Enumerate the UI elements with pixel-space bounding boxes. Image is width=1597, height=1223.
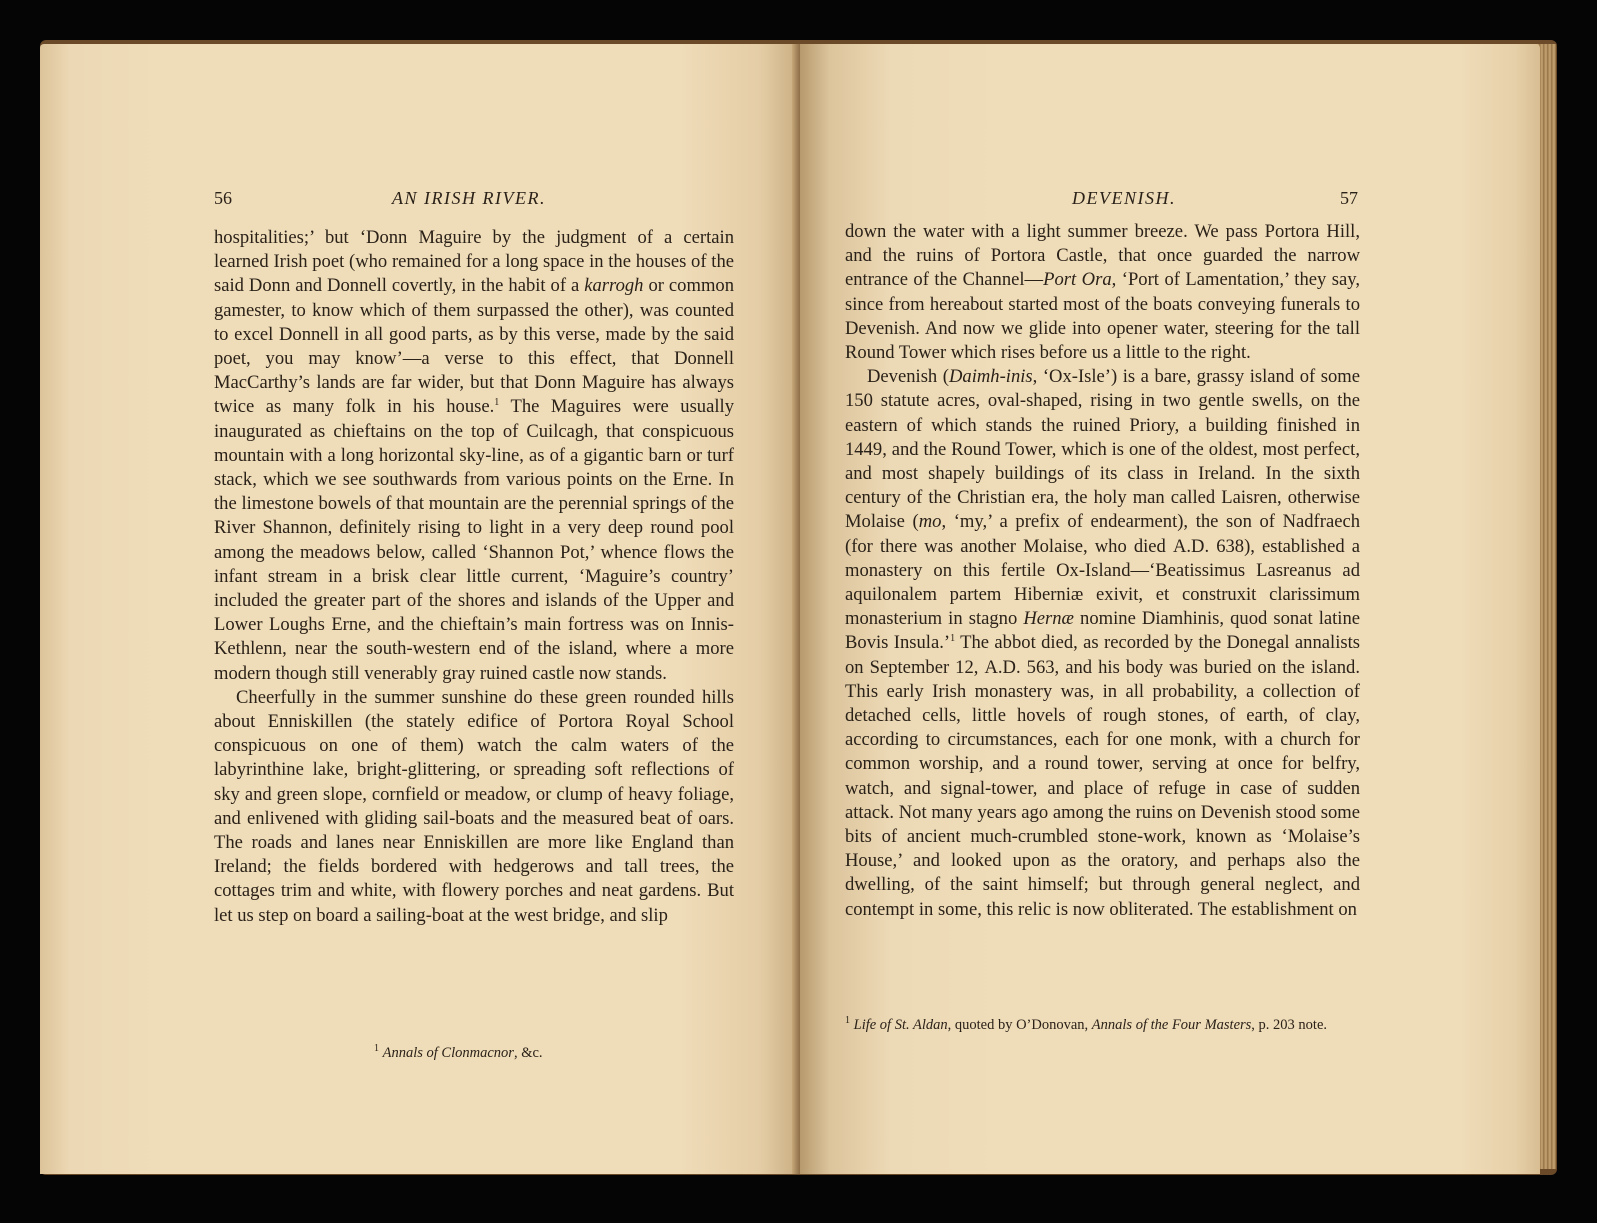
text-run: The abbot died, as recorded by the Donegal annalists on September 12,: [845, 632, 1360, 678]
footnote-number: 1: [374, 1043, 379, 1055]
right-footnote: [845, 1014, 1360, 1036]
text-run: The Maguires were usually inaugurated as chieftains on the top of Cuilcagh, that conspicuous mountain with a long horizontal sky-line, as of a gigantic barn or turf stack, which we see southwards from various points on the Erne. In the limestone bowels of that mountain are the perennial springs of the River Shannon, definitely rising to light in a very deep round pool among the meadows below, called ‘Shannon Pot,’ whence flows the infant stream in a brisk clear little current, ‘Maguire’s country’ included the greater part of the shores and islands of the Upper and Lower Loughs Erne, and the chieftain’s main fortress was on Innis-Kethlenn, near the south-western end of the island, where a more modern though still venerably gray ruined castle now stands.: [214, 396, 734, 684]
paragraph: [214, 226, 734, 686]
text-run: , ‘my,’ a prefix of endearment), the son of Nadfraech (for there was another Molaise, who died: [845, 511, 1360, 557]
text-run: 638), established a monastery on this fertile Ox-Island—‘Beatissimus Lasreanus ad aquilonalem partem Hiberniæ exivit, et construxit clarissimum monasterium in stagno: [845, 535, 1360, 630]
text-run: hospitalities;’ but ‘Donn Maguire by the judgment of a certain learned Irish poet (who remained for a long space in the houses of the said Donn and Donnell covertly, in the habit of a: [214, 227, 734, 297]
text-run: down the water with a light summer breeze. We pass Portora Hill, and the ruins of Portora Castle, that once guarded the narrow entrance of the Channel—: [845, 221, 1360, 291]
italic-text: mo: [918, 511, 942, 533]
italic-text: Annals of Clonmacnor: [382, 1045, 514, 1061]
italic-text: Hernæ: [1023, 608, 1074, 630]
paragraph: [214, 686, 734, 928]
italic-text: karrogh: [584, 275, 644, 297]
right-page: [800, 44, 1540, 1174]
left-footnote: [374, 1042, 543, 1064]
footnote-number: 1: [845, 1015, 850, 1027]
left-page-number: 56: [214, 188, 232, 208]
text-run: Cheerfully in the summer sunshine do these green rounded hills about Enniskillen (the stately edifice of Portora Royal School conspicuous on one of them) watch the calm waters of the labyrinthine lake, bright-glittering, or spreading soft reflections of sky and green slope, cornfield or meadow, or clump of heavy foliage, and enlivened with gliding sail-boats and the measured beat of oars. The roads and lanes near Enniskillen are more like England than Ireland; the fields bordered with hedgerows and tall trees, the cottages trim and white, with flowery porches and neat gardens. But let us step on board a sailing-boat at the west bridge, and slip: [214, 686, 734, 926]
text-run: or common gamester, to know which of them surpassed the other), was counted to excel Donnell in all good parts, as by this verse, made by the said poet, you may know’—a verse to this effect, that Donnell MacCarthy’s lands are far wider, but that Donn Maguire has always twice as many folk in his house.: [214, 275, 734, 418]
italic-text: Annals of the Four Masters: [1091, 1017, 1252, 1033]
italic-text: Life of St. Aldan: [853, 1017, 948, 1033]
small-caps-text: A.D.: [984, 656, 1021, 678]
right-body-text: [845, 220, 1360, 922]
text-run: Devenish (: [867, 366, 949, 388]
footnote-mark: 1: [494, 397, 500, 409]
text-run: nomine Diamhinis, quod sonat latine Bovis Insula.’: [845, 608, 1360, 654]
text-run: , &c.: [513, 1045, 543, 1061]
paragraph: [845, 365, 1360, 922]
text-run: , ‘Ox-Isle’) is a bare, grassy island of some 150 statute acres, oval-shaped, rising in two gentle swells, on the eastern of which stands the ruined Priory, a building finished in 1449, and the Round Tower, which is one of the oldest, most perfect, and most shapely buildings of its class in Ireland. In the sixth century of the Christian era, the holy man called Laisren, otherwise Molaise (: [845, 366, 1360, 533]
small-caps-text: A.D.: [1172, 535, 1210, 557]
text-run: , quoted by O’Donovan,: [947, 1017, 1092, 1033]
right-running-head: DEVENISH.: [1072, 188, 1176, 208]
left-body-text: [214, 226, 734, 928]
text-run: , ‘Port of Lamentation,’ they say, since from hereabout started most of the boats conveying funerals to Devenish. And now we glide into opener water, steering for the tall Round Tower which rises before us a little to the right.: [845, 269, 1361, 364]
right-page-number: 57: [1340, 188, 1358, 208]
italic-text: Port Ora: [1043, 269, 1112, 291]
footnote-mark: 1: [950, 633, 956, 645]
left-running-head: AN IRISH RIVER.: [392, 188, 546, 208]
italic-text: Daimh-inis: [948, 366, 1033, 388]
text-run: 563, and his body was buried on the island. This early Irish monastery was, in all probability, a collection of detached cells, little hovels of rough stones, of earth, of clay, according to circumstances, each for one monk, with a church for common worship, and a round tower, serving at once for belfry, watch, and signal-tower, and place of refuge in case of sudden attack. Not many years ago among the ruins on Devenish stood some bits of ancient much-crumbled stone-work, known as ‘Molaise’s House,’ and looked upon as the oratory, and perhaps also the dwelling, of the saint himself; but through general neglect, and contempt in some, this relic is now obliterated. The establishment on: [845, 656, 1361, 920]
left-page: [40, 44, 800, 1174]
paragraph: [845, 220, 1360, 365]
text-run: , p. 203 note.: [1251, 1017, 1328, 1033]
